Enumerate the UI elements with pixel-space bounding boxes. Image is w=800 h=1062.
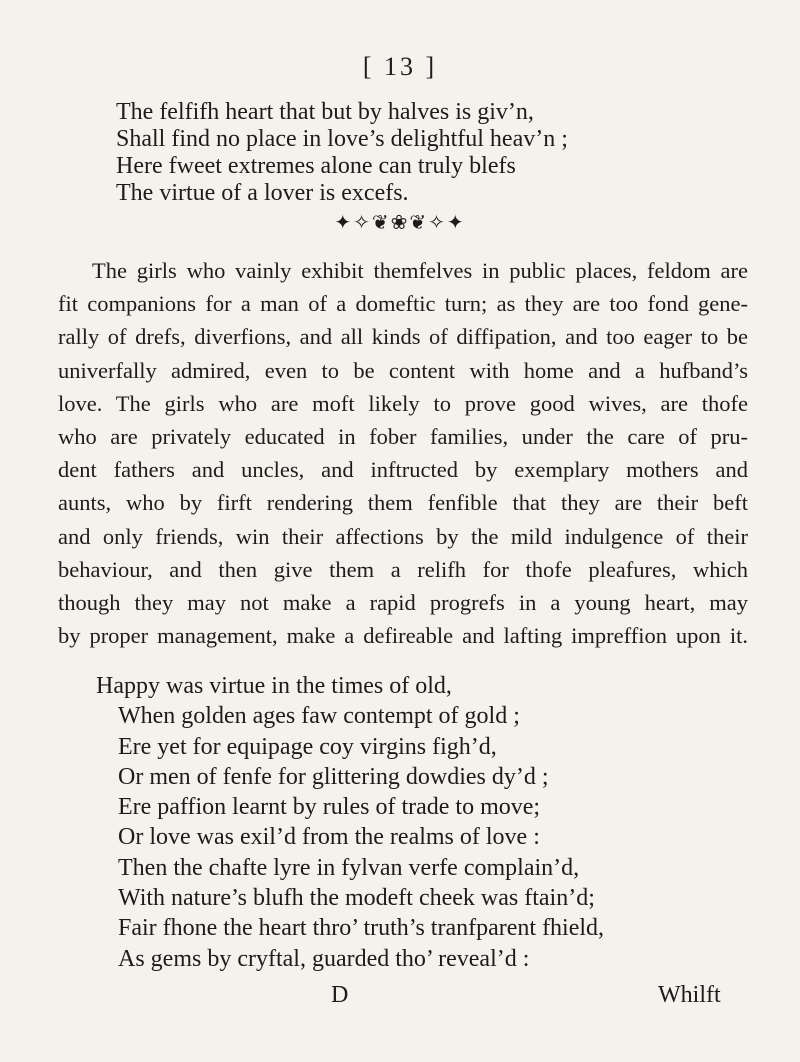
prose-line: The girls who vainly exhibit themfelves in public places, feldom are [92, 258, 748, 283]
verse-line: Here fweet extremes alone can truly blefs [116, 153, 516, 179]
verse-line: Ere paffion learnt by rules of trade to move; [118, 794, 541, 821]
prose-line: who are privately educated in fober families, under the care of pru- [58, 424, 748, 450]
verse-stanza-bottom [96, 671, 604, 974]
prose-line: by proper management, make a defireable and lafting impreffion upon it. [58, 623, 748, 649]
verse-line: Happy was virtue in the times of old, [96, 673, 452, 699]
signature-mark: D [331, 982, 349, 1008]
verse-line: When golden ages faw contempt of gold ; [118, 703, 520, 730]
prose-line: love. The girls who are moft likely to prove good wives, are thofe [58, 390, 748, 416]
prose-line: and only friends, win their affections by the mild indulgence of their [58, 523, 748, 549]
prose-line: dent fathers and uncles, and inftructed by exemplary mothers and [58, 457, 748, 483]
verse-line: Or men of fenfe for glittering dowdies dy’d ; [118, 763, 549, 790]
prose-line: though they may not make a rapid progrefs in a young heart, may [58, 590, 748, 616]
prose-line: univerfally admired, even to be content with home and a hufband’s [58, 357, 748, 383]
verse-line: Shall find no place in love’s delightful heav’n ; [116, 126, 568, 152]
decorative-ornament: ✦✧❦❀❦✧✦ [334, 212, 466, 234]
verse-line: The felfifh heart that but by halves is giv’n, [116, 99, 534, 125]
prose-line: behaviour, and then give them a relifh for thofe pleafures, which [58, 556, 748, 582]
catchword: Whilft [658, 982, 721, 1008]
verse-line: As gems by cryftal, guarded tho’ reveal’d : [118, 945, 530, 972]
page-number: [ 13 ] [362, 52, 438, 81]
verse-stanza-top [116, 99, 568, 207]
prose-line: fit companions for a man of a domeftic turn; as they are too fond gene- [58, 291, 748, 317]
verse-line: Then the chafte lyre in fylvan verfe complain’d, [118, 854, 580, 881]
prose-line: rally of drefs, diverfions, and all kinds of diffipation, and too eager to be [58, 324, 748, 350]
verse-line: Or love was exil’d from the realms of love : [118, 824, 540, 851]
page-footer [0, 982, 800, 1016]
prose-paragraph [58, 254, 748, 652]
prose-line: aunts, who by firft rendering them fenfible that they are their beft [58, 490, 748, 516]
verse-line: The virtue of a lover is excefs. [116, 180, 409, 206]
verse-line: Ere yet for equipage coy virgins figh’d, [118, 733, 497, 760]
verse-line: Fair fhone the heart thro’ truth’s tranfparent fhield, [118, 915, 605, 942]
verse-line: With nature’s blufh the modeft cheek was ftain’d; [118, 885, 595, 912]
